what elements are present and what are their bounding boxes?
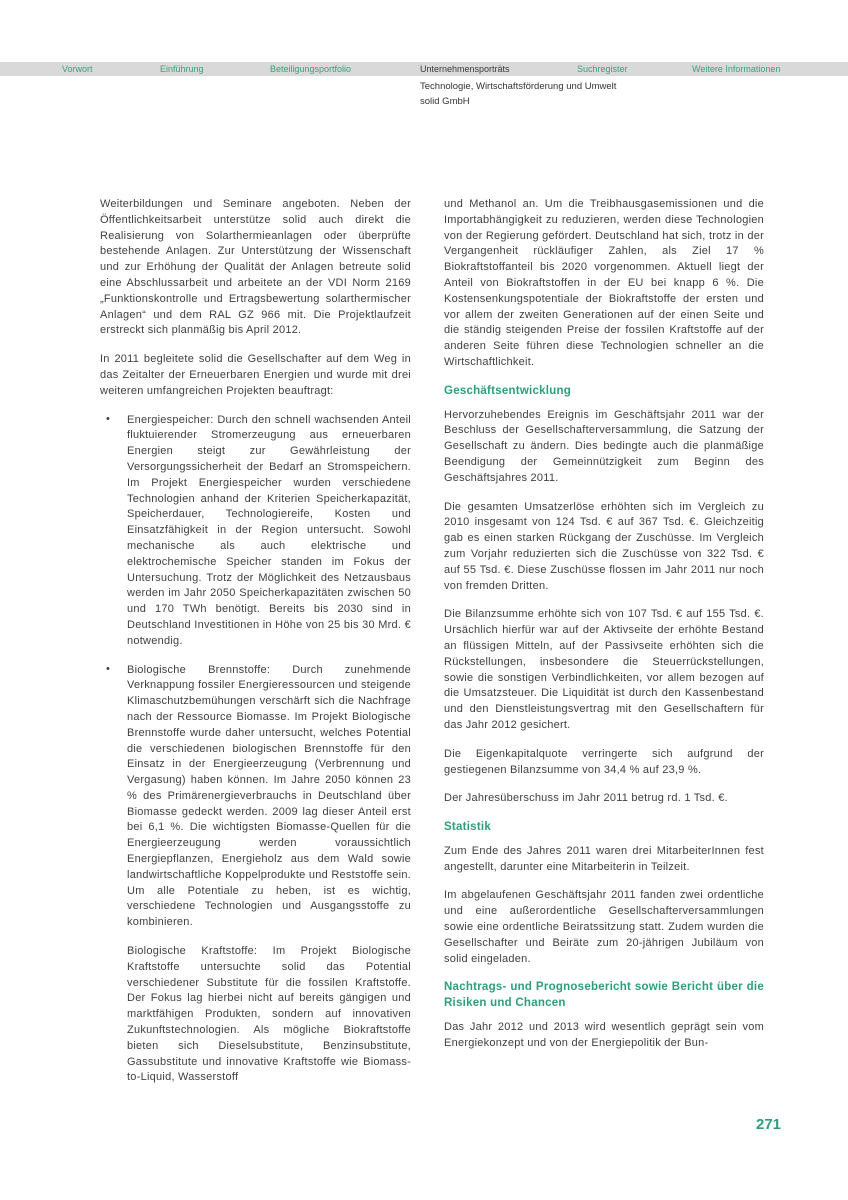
bullet-icon: • xyxy=(106,662,111,675)
paragraph-umsatzerloese: Die gesamten Umsatzerlöse erhöhten sich im Vergleich zu 2010 insgesamt von 124 Tsd. € auf 367 Tsd. €. Gleichzeitig gab es einen starken Rückgang der Zuschüsse. Im Vergleich zum Vorjahr reduzierten sich die Zuschüsse von 322 Tsd. € auf 55 Tsd. €. Diese Zuschüsse flossen im Jahr 2011 nur noch von fremden Dritten. xyxy=(444,500,764,592)
paragraph-projekte-intro: In 2011 begleitete solid die Gesellschafter auf dem Weg in das Zeitalter der Erneuerbaren Energien und wurde mit drei weiteren umfangreichen Projekten beauftragt: xyxy=(100,353,411,397)
bullet-text-biologische-kraftstoffe: Biologische Kraftstoffe: Im Projekt Biologische Kraftstoffe untersuchte solid das Potential verschiedener Substitute für die fossilen Kraftstoffe. Der Fokus lag hierbei nicht auf bereits gängigen und marktfähigen Produkten, sondern auf innovativen Zukunftstechnologien. Als mögliche Biokraftstoffe bieten sich Dieselsubstitute, Benzinsubstitute, Gassubstitute und innovative Kraftstoffe wie Biomass-to-Liquid, Wasserstoff xyxy=(127,945,411,1084)
list-item xyxy=(100,663,411,932)
heading-statistik: Statistik xyxy=(444,821,491,834)
bullet-text-energiespeicher: Energiespeicher: Durch den schnell wachsenden Anteil fluktuierender Stromerzeugung aus erneuerbaren Energien steigt zur Gewährleistung der Versorgungssicherheit der Bedarf an Stromspeichern. Im Projekt Energiespeicher wurden verschiedene Technologien anhand der Kriterien Speicherkapazität, Speicherdauer, Technologiereife, Kosten und Einsatzfähigkeit in der Region untersucht. Sowohl mechanische als auch elektrische und elektrochemische Speicher standen im Fokus der Untersuchung. Trotz der Möglichkeit des Netzausbaus werden im Jahr 2050 Speicherkapazitäten zwischen 50 und 170 TWh benötigt. Bereits bis 2030 sind in Deutschland Investitionen in Höhe von 25 bis 30 Mrd. € notwendig. xyxy=(127,413,411,647)
paragraph-ausblick: Das Jahr 2012 und 2013 wird wesentlich geprägt sein vom Energiekonzept und von der Energiepolitik der Bun- xyxy=(444,1021,764,1049)
paragraph-bilanzsumme: Die Bilanzsumme erhöhte sich von 107 Tsd. € auf 155 Tsd. €. Ursächlich hierfür war auf der Aktivseite der erhöhte Bestand an flüssigen Mitteln, auf der Passivseite erhöhten sich die Rückstellungen, insbesondere die Steuerrückstellungen, sowie die sonstigen Verbindlichkeiten, vor allem bezogen auf die Umsatzsteuer. Die Liquidität ist durch den Kassenbestand und den Dienstleistungsvertrag mit den Gesellschaftern für das Jahr 2012 gesichert. xyxy=(444,608,764,731)
project-bullet-list xyxy=(100,413,411,1087)
paragraph-versammlungen: Im abgelaufenen Geschäftsjahr 2011 fanden zwei ordentliche und eine außerordentliche Gesellschafterversammlungen sowie eine ordentliche Beiratssitzung statt. Zudem wurden die Gesellschafter und Beiräte zum 20-jährigen Jubiläum von solid eingeladen. xyxy=(444,889,764,965)
breadcrumb-section: Technologie, Wirtschaftsförderung und Umwelt xyxy=(420,81,617,92)
bullet-icon: • xyxy=(106,412,111,425)
heading-geschaeftsentwicklung: Geschäftsentwicklung xyxy=(444,384,572,397)
page-number: 271 xyxy=(756,1116,782,1133)
breadcrumb-company: solid GmbH xyxy=(420,96,470,107)
list-item xyxy=(100,413,411,650)
nav-item-beteiligungsportfolio[interactable]: Beteiligungsportfolio xyxy=(270,64,352,74)
breadcrumb xyxy=(420,79,616,109)
paragraph-ereignis: Hervorzuhebendes Ereignis im Geschäftsjahr 2011 war der Beschluss der Gesellschafterversammlung, die Satzung der Gesellschaft zu ändern. Dies bedingte auch die planmäßige Beendigung der Gemeinnützigkeit zum Beginn des Geschäftsjahres 2011. xyxy=(444,408,764,484)
left-column xyxy=(100,197,411,1099)
nav-item-vorwort[interactable]: Vorwort xyxy=(62,64,93,74)
paragraph-weiterbildungen: Weiterbildungen und Seminare angeboten. Neben der Öffentlichkeitsarbeit unterstütze solid auch direkt die Realisierung von Solarthermieanlagen oder überprüfte bestehende Anlagen. Zur Unterstützung der Wissenschaft und zur Erhöhung der Qualität der Anlagen betreute solid eine Abschlussarbeit und arbeitete an der VDI Norm 2169 „Funktionskontrolle und Ertragsbewertung solarthermischer Anlagen“ und dem RAL GZ 966 mit. Die Projektlaufzeit erstreckt sich planmäßig bis April 2012. xyxy=(100,198,411,337)
nav-item-einfuehrung[interactable]: Einführung xyxy=(160,64,204,74)
nav-item-suchregister[interactable]: Suchregister xyxy=(577,64,628,74)
right-column xyxy=(444,197,764,1065)
list-item xyxy=(100,944,411,1086)
bullet-text-biologische-brennstoffe: Biologische Brennstoffe: Durch zunehmende Verknappung fossiler Energieressourcen und steigende Klimaschutzbemühungen verschärft sich die Nachfrage nach der Ressource Biomasse. Im Projekt Biologische Brennstoffe wurde daher untersucht, welches Potential die verschiedenen biologischen Brennstoffe für den Einsatz in der Energieerzeugung (Verbrennung und Vergasung) haben können. Im Jahre 2050 können 23 % des Primärenergieverbrauchs in Deutschland über Biomasse gedeckt werden. 2009 lag dieser Anteil erst bei 6,1 %. Die wichtigsten Biomasse-Quellen für die Energieerzeugung werden voraussichtlich Energiepflanzen, Energieholz aus dem Wald sowie landwirtschaftliche Koppelprodukte und Reststoffe sein. Um alle Potentiale zu heben, ist es wichtig, verschiedene Technologien und Ausgangsstoffe zu kombinieren. xyxy=(127,663,411,929)
paragraph-jahresueberschuss: Der Jahresüberschuss im Jahr 2011 betrug rd. 1 Tsd. €. xyxy=(444,792,728,805)
top-navigation-bar xyxy=(0,62,848,76)
nav-item-unternehmensportraets[interactable]: Unternehmensporträts xyxy=(420,64,510,74)
paragraph-mitarbeiter: Zum Ende des Jahres 2011 waren drei MitarbeiterInnen fest angestellt, darunter eine Mitarbeiterin in Teilzeit. xyxy=(444,844,764,873)
heading-nachtragsbericht: Nachtrags- und Prognosebericht sowie Bericht über die Risiken und Chancen xyxy=(444,981,764,1010)
nav-item-weitere-informationen[interactable]: Weitere Informationen xyxy=(692,64,781,74)
paragraph-methanol: und Methanol an. Um die Treibhausgasemissionen und die Importabhängigkeit zu reduzieren, werden diese Technologien von der Regierung gefördert. Deutschland hat sich, trotz in der Vergangenheit rückläufiger Zahlen, als Ziel 17 % Biokraftstoffanteil bis 2020 vorgenommen. Aktuell liegt der Anteil von Biokraftstoffen in der EU bei knapp 6 %. Die Kostensenkungspotentiale der Biokraftstoffe der ersten und vor allem der zweiten Generationen auf der einen Seite und die ständig steigenden Preise der fossilen Kraftstoffe auf der anderen Seite führen diese Technologien schneller an die Wirtschaftlichkeit. xyxy=(444,198,764,368)
paragraph-eigenkapitalquote: Die Eigenkapitalquote verringerte sich aufgrund der gestiegenen Bilanzsumme von 34,4 % auf 23,9 %. xyxy=(444,747,764,776)
